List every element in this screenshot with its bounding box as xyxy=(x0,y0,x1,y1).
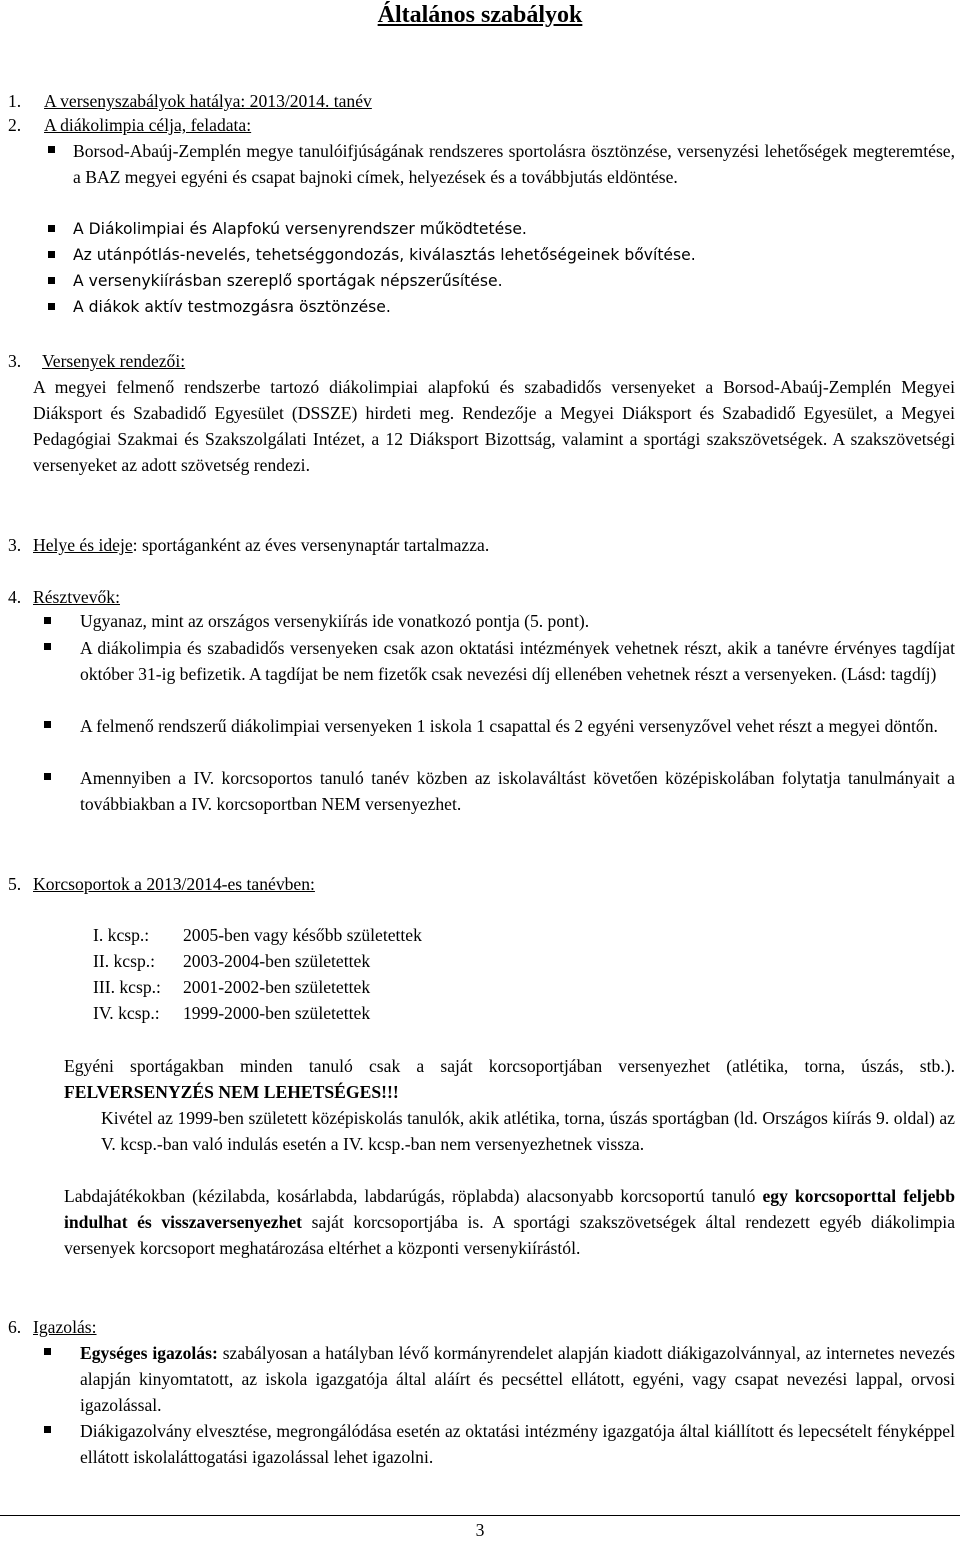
footer-divider xyxy=(0,1515,960,1516)
section-4-number: 4. xyxy=(8,587,22,607)
play-up-rule: egy korcsoporttal feljebb indulhat és visszaversenyezhet xyxy=(64,1186,955,1232)
bullet-icon xyxy=(44,1426,51,1433)
age-group-name: IV. kcsp.: xyxy=(93,1003,160,1023)
section-5-paragraph-1: Egyéni sportágakban minden tanuló csak a saját korcsoportjában versenyezhet (atlétika, torna, úszás, stb.). FELVERSENYZÉS NEM LEHETSÉGES!!! xyxy=(64,1056,955,1102)
section-2-bullet-5: A diákok aktív testmozgásra ösztönzése. xyxy=(73,298,391,316)
section-6-bullet-1: Egységes igazolás: szabályosan a hatályban lévő kormányrendelet alapján kiadott diákigazolvánnyal, az internetes nevezés alapján kinyomtatott, az iskola igazgatója által aláírt és pecséttel ellátott, egyéni, vagy csapat nevezési lappal, orvosi igazolással. xyxy=(80,1343,955,1415)
page-title: Általános szabályok xyxy=(377,2,583,28)
section-3a-number: 3. xyxy=(8,351,22,371)
section-3b-heading xyxy=(33,533,489,557)
section-2-number: 2. xyxy=(8,115,22,135)
section-3b-label: Helye és ideje xyxy=(33,535,133,555)
bullet-icon xyxy=(48,277,55,284)
age-group-name: I. kcsp.: xyxy=(93,925,150,945)
section-1-heading xyxy=(44,89,372,113)
age-group-text: 2003-2004-ben születettek xyxy=(183,951,371,971)
section-4-bullet-2: A diákolimpia és szabadidős versenyeken csak azon oktatási intézmények vehetnek részt, akik a tanévre érvényes tagdíjat október 31-ig befizetik. A tagdíjat be nem fizetők csak nevezési díj ellenében vehetnek részt a versenyeken. (Lásd: tagdíj) xyxy=(80,638,955,684)
age-group-name: II. kcsp.: xyxy=(93,951,156,971)
section-4-heading: Résztvevők: xyxy=(33,587,120,607)
bullet-icon xyxy=(44,721,51,728)
section-1-number: 1. xyxy=(8,91,22,111)
no-overage-notice: FELVERSENYZÉS NEM LEHETSÉGES!!! xyxy=(64,1082,399,1102)
age-group-text: 2001-2002-ben születettek xyxy=(183,977,371,997)
bullet-icon xyxy=(48,251,55,258)
section-2-bullet-4: A versenykiírásban szereplő sportágak népszerűsítése. xyxy=(73,272,503,290)
section-6-heading: Igazolás: xyxy=(33,1317,97,1337)
bullet-icon xyxy=(48,146,55,153)
section-2-heading: A diákolimpia célja, feladata: xyxy=(44,115,252,135)
section-6-number: 6. xyxy=(8,1317,22,1337)
section-2-bullet-2: A Diákolimpiai és Alapfokú versenyrendszer működtetése. xyxy=(73,220,527,238)
section-3a-text: A megyei felmenő rendszerbe tartozó diákolimpiai alapfokú és szabadidős versenyeket a Borsod-Abaúj-Zemplén Megyei Diáksport és Szabadidő Egyesület (DSSZE) hirdeti meg. Rendezője a Megyei Diáksport és Szabadidő Egyesület, a Megyei Pedagógiai Szakmai és Szakszolgálati Intézet, a 12 Diáksport Bizottság, valamint a sportági szakszövetségek. A szakszövetségi versenyeket az adott szövetség rendezi. xyxy=(33,377,955,475)
section-1-value: 2013/2014. tanév xyxy=(245,91,372,111)
section-4-bullet-1: Ugyanaz, mint az országos versenykiírás ide vonatkozó pontja (5. pont). xyxy=(80,611,590,631)
bullet-icon xyxy=(48,303,55,310)
section-3b-value: : sportáganként az éves versenynaptár tartalmazza. xyxy=(132,535,490,555)
section-2-bullet-1: Borsod-Abaúj-Zemplén megye tanulóifjúságának rendszeres sportolásra ösztönzése, versenyzési lehetőségek megteremtése, a BAZ megyei egyéni és csapat bajnoki címek, helyezések és a továbbjutás eldöntése. xyxy=(73,141,955,187)
section-1-label: A versenyszabályok hatálya: xyxy=(44,91,246,111)
section-6-bullet-2: Diákigazolvány elvesztése, megrongálódása esetén az oktatási intézmény igazgatója által kiállított és lepecsételt fényképpel ellátott iskolaláttogatási igazolással lehet igazolni. xyxy=(80,1421,955,1467)
section-5-paragraph-2: Kivétel az 1999-ben született középiskolás tanulók, akik atlétika, torna, úszás sportágban (ld. Országos kiírás 9. oldal) az V. kcsp.-ban való indulás esetén a IV. kcsp.-ban nem versenyezhetnek vissza. xyxy=(101,1108,955,1154)
section-4-bullet-4: Amennyiben a IV. korcsoportos tanuló tanév közben az iskolaváltást követően középiskolában folytatja tanulmányait a továbbiakban a IV. korcsoportban NEM versenyezhet. xyxy=(80,768,955,814)
bullet-icon xyxy=(48,225,55,232)
uniform-verification-label: Egységes igazolás: xyxy=(80,1343,218,1363)
section-5-number: 5. xyxy=(8,874,22,894)
section-2-bullet-3: Az utánpótlás-nevelés, tehetséggondozás, kiválasztás lehetőségeinek bővítése. xyxy=(73,246,696,264)
page-number: 3 xyxy=(475,1520,485,1540)
section-5-paragraph-3: Labdajátékokban (kézilabda, kosárlabda, labdarúgás, röplabda) alacsonyabb korcsoportú tanuló egy korcsoporttal feljebb indulhat és visszaversenyezhet saját korcsoportjába is. A sportági szakszövetségek által rendezett egyéb diákolimpia versenyek korcsoport meghatározása eltérhet a központi versenykiírástól. xyxy=(64,1186,956,1258)
section-3a-heading: Versenyek rendezői: xyxy=(42,351,186,371)
section-3b-number: 3. xyxy=(8,535,22,555)
bullet-icon xyxy=(44,617,51,624)
section-5-heading: Korcsoportok a 2013/2014-es tanévben: xyxy=(33,874,315,894)
bullet-icon xyxy=(44,773,51,780)
bullet-icon xyxy=(44,643,51,650)
section-4-bullet-3: A felmenő rendszerű diákolimpiai versenyeken 1 iskola 1 csapattal és 2 egyéni versenyzővel vehet részt a megyei döntőn. xyxy=(80,716,938,736)
bullet-icon xyxy=(44,1348,51,1355)
age-group-name: III. kcsp.: xyxy=(93,977,161,997)
age-group-text: 2005-ben vagy később születettek xyxy=(183,925,422,945)
age-group-text: 1999-2000-ben születettek xyxy=(183,1003,371,1023)
